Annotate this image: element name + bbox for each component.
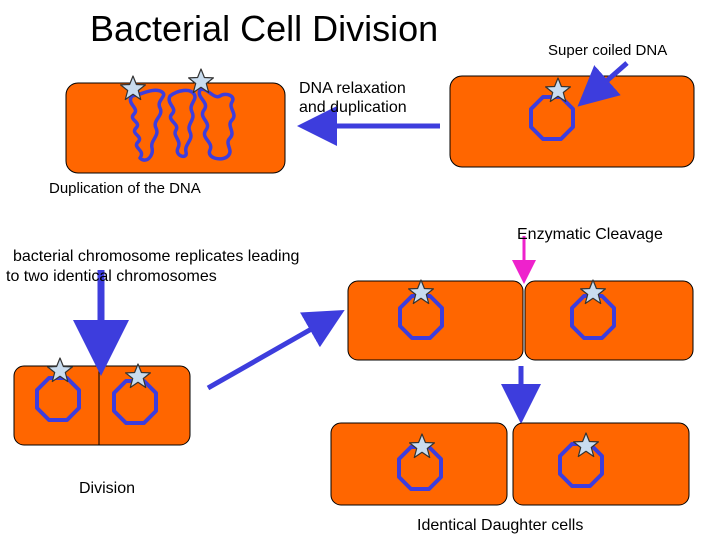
cell-dividing	[14, 366, 190, 445]
cell-separating-right	[525, 281, 693, 360]
label-daughter-cells: Identical Daughter cells	[417, 517, 584, 534]
label-replicates-1: bacterial chromosome replicates leading	[13, 248, 300, 265]
label-division: Division	[79, 480, 136, 497]
label-supercoiled-dna: Super coiled DNA	[548, 42, 668, 59]
label-cleavage: Enzymatic Cleavage	[517, 226, 663, 243]
cell-separating-left	[348, 281, 523, 360]
label-duplication: Duplication of the DNA	[49, 180, 201, 197]
daughter-cell-left	[331, 423, 507, 505]
page-title: Bacterial Cell Division	[90, 8, 439, 49]
label-relaxation-1: DNA relaxation	[299, 80, 406, 97]
arrow-to-separation	[208, 315, 336, 388]
label-replicates-2: to two identical chromosomes	[6, 268, 217, 285]
label-relaxation-2: and duplication	[299, 99, 407, 116]
